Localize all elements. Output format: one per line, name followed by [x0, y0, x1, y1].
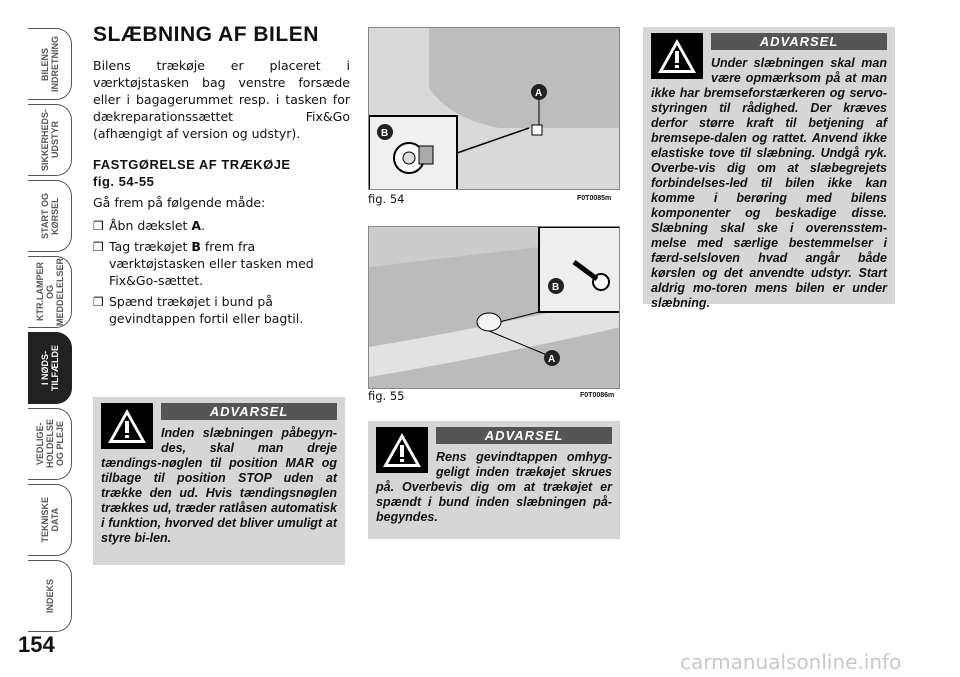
warning-text: Inden slæbningen påbegyn-des, skal man dreje tændings-nøglen til position MAR og tilbage til position STOP uden at trække den ud. Hvis tændingsnøglen trækkes ud, træder ratlåsen automatisk i funktion, hvorved det bliver umuligt at styre bi-len. — [101, 426, 337, 545]
checkbox-bullet-icon: ❒ — [93, 295, 104, 309]
list-item — [93, 217, 350, 234]
figure-label-b: B — [381, 128, 389, 139]
warning-box-right — [643, 27, 895, 310]
tab-indeks[interactable] — [28, 560, 72, 632]
step-bold: B — [191, 239, 201, 254]
warning-triangle-icon — [651, 33, 703, 79]
figure-55-caption: fig. 55 — [368, 389, 405, 403]
warning-title: ADVARSEL — [161, 403, 337, 420]
tab-tekniske-data[interactable] — [28, 484, 72, 556]
page-number: 154 — [18, 632, 55, 657]
tab-label: BILENS INDRETNING — [39, 36, 60, 92]
warning-text: Rens gevindtappen omhyg-geligt inden trækøjet skrues på. Overbevis dig om at trækøjet er spændt i bund inden slæbningen på-begyndes. — [376, 450, 612, 524]
page-title: SLÆBNING AF BILEN — [93, 23, 319, 46]
figure-label-a: A — [548, 354, 556, 365]
tab-kontrollamper[interactable] — [28, 256, 72, 328]
tab-bilens-indretning[interactable] — [28, 28, 72, 100]
step-text: Tag trækøjet — [109, 239, 192, 254]
tab-label: VEDLIGE- HOLDELSE OG PLEJE — [34, 419, 65, 469]
figure-54-code: F0T0085m — [577, 195, 612, 202]
warning-box-left — [93, 397, 345, 565]
section-lead: Gå frem på følgende måde: — [93, 195, 266, 210]
tab-sikkerhedsudstyr[interactable] — [28, 104, 72, 176]
warning-title: ADVARSEL — [436, 427, 612, 444]
tab-vedligeholdelse[interactable] — [28, 408, 72, 480]
main-text-column — [93, 22, 350, 331]
section-heading — [93, 156, 350, 190]
warning-title: ADVARSEL — [711, 33, 887, 50]
tab-label: I NØDS- TILFÆLDE — [39, 345, 60, 391]
warning-box-middle — [368, 421, 620, 539]
figure-label-b: B — [552, 282, 560, 293]
checkbox-bullet-icon: ❒ — [93, 219, 104, 233]
section-heading-text: FASTGØRELSE AF TRÆKØJE — [93, 157, 291, 172]
tab-start-og-korsel[interactable] — [28, 180, 72, 252]
checkbox-bullet-icon: ❒ — [93, 240, 104, 254]
intro-paragraph: Bilens trækøje er placeret i værktøjstasken bag venstre forsæde eller i bagagerummet resp. i tasken for dækreparationssættet Fix&Go (afhængigt af version og udstyr). — [93, 58, 350, 141]
step-text-end: frem fra værktøjstasken eller tasken med Fix&Go-sættet. — [109, 239, 314, 288]
figure-55-image — [368, 226, 620, 389]
step-text: Åbn dækslet — [109, 218, 192, 233]
figure-55-code: F0T0086m — [580, 392, 615, 399]
tab-label: SIKKERHEDS- UDSTYR — [39, 108, 60, 171]
step-bold: A — [191, 218, 202, 233]
figure-54-caption: fig. 54 — [368, 192, 405, 206]
tab-label: KTR.LAMPER OG MEDDELELSER — [34, 257, 65, 326]
tab-label: START OG KØRSEL — [39, 193, 60, 239]
tab-nodstilfaelde[interactable] — [28, 332, 72, 404]
step-text-end: . — [201, 218, 206, 233]
list-item — [93, 238, 350, 289]
warning-text: Under slæbningen skal man være opmærksom på at man ikke har bremseforstærkeren og servo-styringen til rådighed. Der kræves derfor større kraft til betjening af bremsepe-dalen og rattet. Anvend ikke elastiske tove til slæbning. Undgå ryk. Overbe-vis dig om at slæbegrejets forbindelses-led til bilen ikke kan komme i berøring med bilens komponenter og beskadige disse. Slæbning skal ske i overensstem-melse med særlige bestemmelser i færd-selsloven hvad angår både kørslen og det anvendte udstyr. Start aldrig mo-toren mens bilen er under slæbning. — [651, 56, 887, 310]
step-text: Spænd trækøjet i bund på gevindtappen fortil eller bagtil. — [109, 294, 304, 326]
warning-triangle-icon — [376, 427, 428, 473]
tab-label: TEKNISKE DATA — [39, 497, 60, 543]
figure-label-a: A — [535, 88, 543, 99]
list-item — [93, 293, 350, 327]
section-figref: fig. 54-55 — [93, 174, 155, 189]
figure-54-image — [368, 27, 620, 190]
warning-triangle-icon — [101, 403, 153, 449]
tab-label: INDEKS — [44, 578, 55, 613]
watermark: carmanualsonline.info — [680, 650, 902, 674]
steps-list — [93, 217, 350, 327]
